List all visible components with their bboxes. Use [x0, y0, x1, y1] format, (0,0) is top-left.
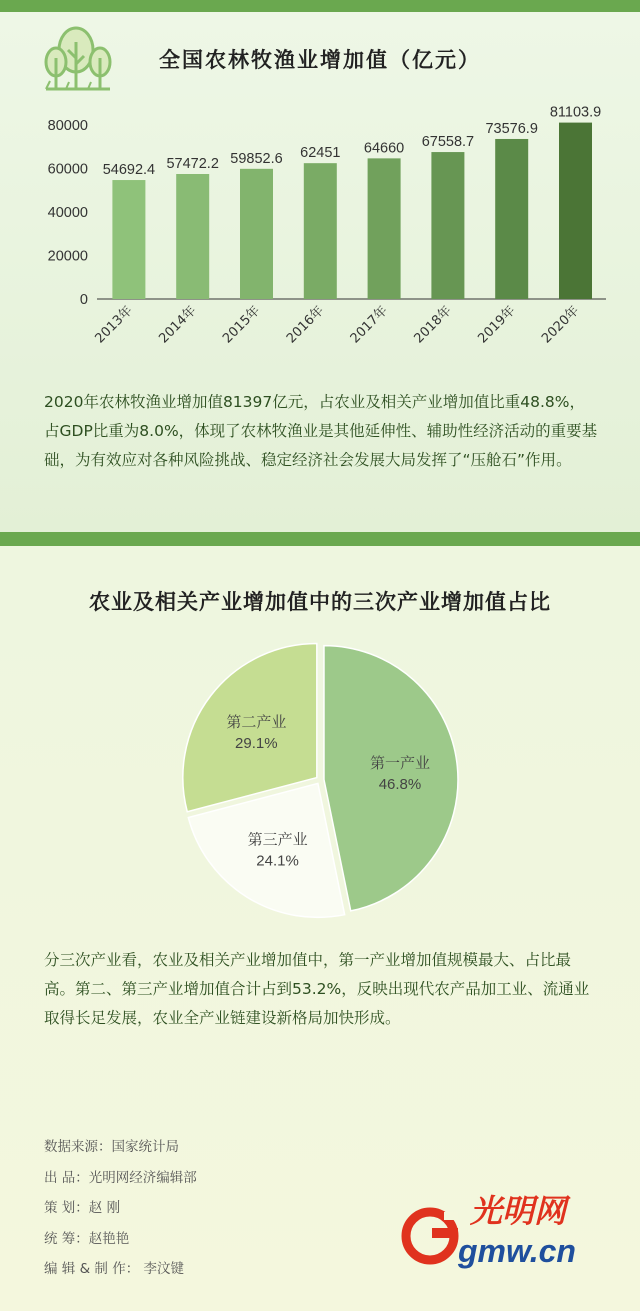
- svg-text:光明网: 光明网: [470, 1192, 567, 1230]
- x-tick-label: 2018年: [411, 303, 455, 347]
- credit-planner: 策 划：赵 刚: [44, 1200, 121, 1216]
- section-divider-band: [0, 532, 640, 546]
- y-tick-label: 20000: [47, 248, 88, 265]
- bar-chart: [0, 95, 640, 380]
- bar-value-label: 64660: [363, 140, 405, 157]
- bar-value-label: 73576.9: [485, 120, 538, 137]
- pie-chart-title: 农业及相关产业增加值中的三次产业增加值占比: [89, 590, 551, 614]
- bar: [304, 163, 337, 299]
- bar: [368, 158, 401, 299]
- pie-chart: [0, 630, 640, 930]
- svg-text:gmw.cn: gmw.cn: [458, 1233, 576, 1269]
- x-tick-label: 2017年: [347, 303, 391, 347]
- pie-slice-value: 46.8%: [378, 775, 422, 793]
- bar: [240, 169, 273, 299]
- credit-coordinator: 统 筹：赵艳艳: [44, 1230, 130, 1247]
- bar: [559, 123, 592, 299]
- x-tick-label: 2020年: [539, 303, 583, 347]
- x-tick-label: 2016年: [283, 303, 328, 347]
- pie-slice-label: 第一产业: [369, 753, 430, 772]
- bar-chart-title: 全国农林牧渔业增加值（亿元）: [159, 48, 481, 72]
- credit-editor: 编 辑 & 制 作： 李汶键: [44, 1261, 184, 1277]
- bar: [495, 139, 528, 299]
- gmw-logo: [394, 1188, 604, 1278]
- credits-block: [44, 1132, 197, 1285]
- x-tick-label: 2014年: [156, 303, 200, 347]
- y-tick-label: 40000: [47, 205, 88, 221]
- logo-brand-text: [470, 1192, 571, 1230]
- logo-domain-text: [457, 1233, 576, 1269]
- credit-producer: 出 品：光明网经济编辑部: [44, 1169, 197, 1186]
- pie-chart-description: 分三次产业看，农业及相关产业增加值中，第一产业增加值规模最大、占比最高。第二、第三产业增加值合计占到53.2%，反映出现代农产品加工业、流通业取得长足发展，农业全产业链建设新格局加快形成。: [44, 951, 590, 1027]
- bar-chart-description: 2020年农林牧渔业增加值81397亿元，占农业及相关产业增加值比重48.8%，占GDP比重为8.0%，体现了农林牧渔业是其他延伸性、辅助性经济活动的重要基础，为有效应对各种风险挑战、稳定经济社会发展大局发挥了“压舱石”作用。: [44, 393, 598, 469]
- bar-value-label: 62451: [300, 145, 341, 162]
- bar: [176, 174, 209, 299]
- y-tick-label: 0: [79, 292, 88, 308]
- bar-value-label: 81103.9: [549, 104, 602, 121]
- bar: [431, 152, 464, 299]
- y-tick-label: 60000: [47, 161, 88, 178]
- bar-value-label: 67558.7: [421, 134, 475, 151]
- pie-slice-label: 第二产业: [226, 712, 287, 731]
- bar-value-label: 57472.2: [166, 155, 219, 172]
- x-tick-label: 2015年: [220, 303, 264, 347]
- bar-value-label: 54692.4: [102, 162, 156, 179]
- pie-slice-value: 24.1%: [256, 852, 299, 870]
- pie-slice-label: 第三产业: [247, 830, 308, 849]
- bar-value-label: 59852.6: [230, 150, 283, 167]
- pie-slice-value: 29.1%: [235, 734, 278, 752]
- x-tick-label: 2013年: [92, 303, 136, 347]
- y-tick-label: 80000: [47, 118, 88, 134]
- x-tick-label: 2019年: [475, 303, 519, 347]
- bar: [112, 180, 145, 299]
- credit-source: 数据来源：国家统计局: [44, 1139, 179, 1155]
- top-band: [0, 0, 640, 12]
